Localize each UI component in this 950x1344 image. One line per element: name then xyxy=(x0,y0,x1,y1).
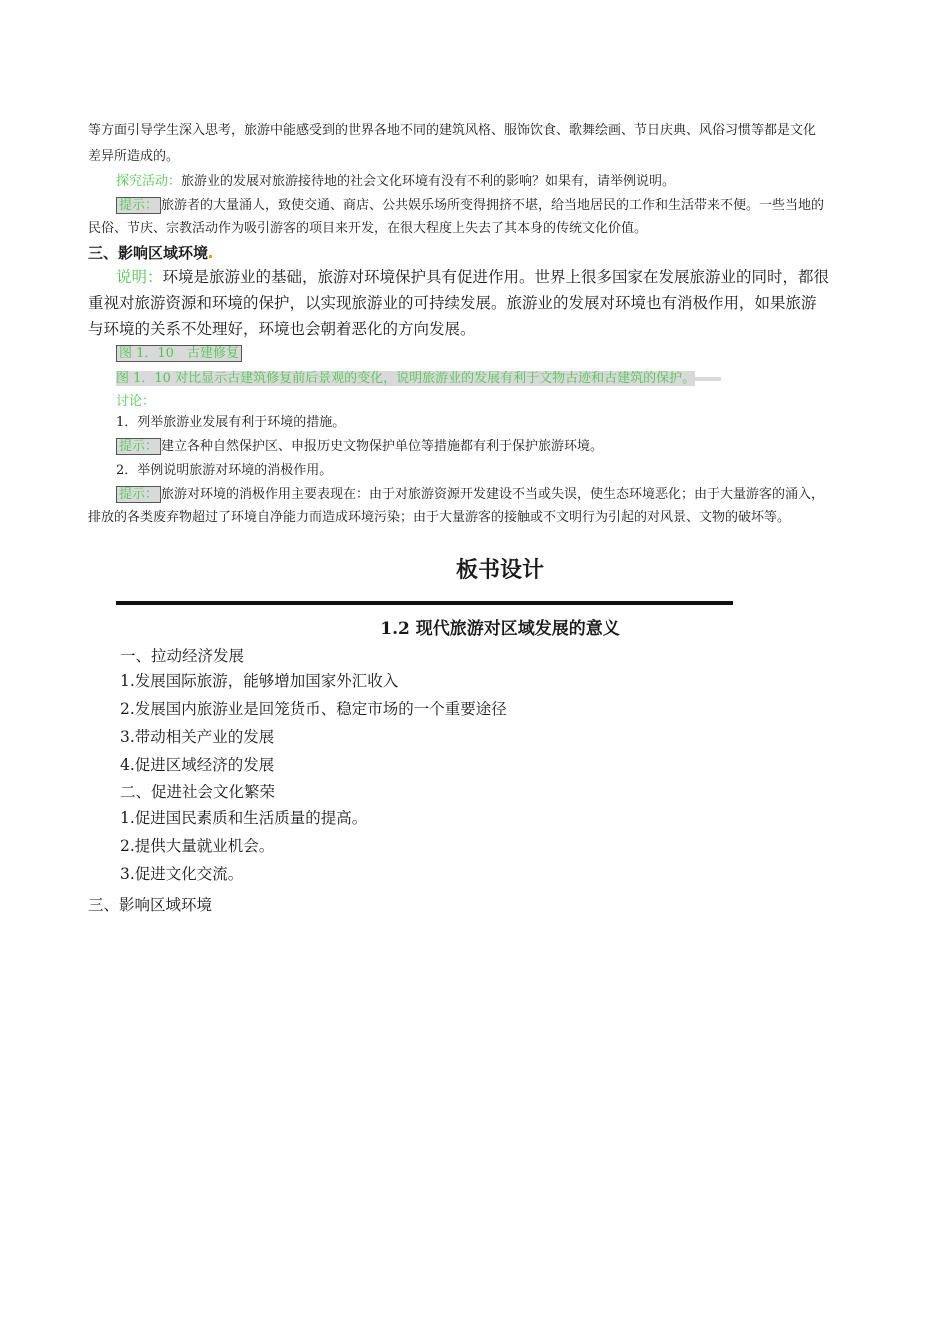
hint-text: 建立各种自然保护区、申报历史文物保护单位等措施都有利于保护旅游环境。 xyxy=(161,439,604,454)
explore-text: 旅游业的发展对旅游接待地的社会文化环境有没有不利的影响？如果有，请举例说明。 xyxy=(181,174,676,189)
paragraph-line: 排放的各类废弃物超过了环境自净能力而造成环境污染；由于大量游客的接触或不文明行为引起的对风景、文物的破坏等。 xyxy=(88,510,791,525)
board-subtitle: 1.2 现代旅游对区域发展的意义 xyxy=(380,619,620,639)
discussion-answer xyxy=(116,485,876,505)
hint-label: 提示： xyxy=(116,486,161,503)
explain-label: 说明： xyxy=(116,268,163,286)
discussion-answer xyxy=(116,437,900,457)
paragraph-line: 与环境的关系不处理好，环境也会朝着恶化的方向发展。 xyxy=(88,320,476,338)
highlight-tail xyxy=(695,377,721,381)
outline-item: 2.提供大量就业机会。 xyxy=(120,837,275,855)
hint-label: 提示： xyxy=(116,197,161,214)
figure-caption xyxy=(116,344,900,364)
paragraph-line: 等方面引导学生深入思考，旅游中能感受到的世界各地不同的建筑风格、服饰饮食、歌舞绘画、节日庆典、风俗习惯等都是文化 xyxy=(88,123,817,138)
outline-item: 三、影响区域环境 xyxy=(88,896,213,914)
hint-paragraph xyxy=(116,196,900,216)
outline-item: 4.促进区域经济的发展 xyxy=(120,756,275,774)
revision-mark xyxy=(209,255,212,258)
section-heading-text: 三、影响区域环境 xyxy=(88,244,209,262)
paragraph-line: 差异所造成的。 xyxy=(88,149,180,164)
explain-paragraph xyxy=(116,264,900,290)
figure-caption-text: 图 1．10 古建修复 xyxy=(116,345,242,362)
outline-item: 1.促进国民素质和生活质量的提高。 xyxy=(120,809,368,827)
hint-label: 提示： xyxy=(116,438,161,455)
explain-text: 环境是旅游业的基础，旅游对环境保护具有促进作用。世界上很多国家在发展旅游业的同时，都很 xyxy=(162,268,830,286)
outline-item: 2.发展国内旅游业是回笼货币、稳定市场的一个重要途径 xyxy=(120,700,507,718)
hint-text: 旅游对环境的消极作用主要表现在：由于对旅游资源开发建设不当或失误，使生态环境恶化；由于大量游客的涌入， xyxy=(161,487,825,502)
outline-item: 二、促进社会文化繁荣 xyxy=(120,783,276,801)
board-design-title: 板书设计 xyxy=(455,557,544,583)
outline-item: 一、拉动经济发展 xyxy=(120,647,245,665)
figure-description-text: 图 1．10 对比显示古建筑修复前后景观的变化，说明旅游业的发展有利于文物古迹和古建筑的保护。 xyxy=(116,371,696,386)
title-divider xyxy=(116,601,733,605)
discussion-label-text: 讨论： xyxy=(116,394,156,409)
discussion-label xyxy=(116,392,900,412)
discussion-question: 2．举例说明旅游对环境的消极作用。 xyxy=(116,463,333,478)
discussion-question: 1．列举旅游业发展有利于环境的措施。 xyxy=(116,415,346,430)
explore-activity xyxy=(116,172,900,192)
outline-item: 1.发展国际旅游，能够增加国家外汇收入 xyxy=(120,672,399,690)
section-heading xyxy=(88,242,872,264)
outline-item: 3.促进文化交流。 xyxy=(120,865,244,883)
paragraph-line: 民俗、节庆、宗教活动作为吸引游客的项目来开发，在很大程度上失去了其本身的传统文化价值。 xyxy=(88,221,648,236)
paragraph-line: 重视对旅游资源和环境的保护，以实现旅游业的可持续发展。旅游业的发展对环境也有消极作用，如果旅游 xyxy=(88,294,817,312)
figure-description xyxy=(116,369,900,389)
outline-item: 3.带动相关产业的发展 xyxy=(120,728,275,746)
explore-label: 探究活动： xyxy=(116,174,182,189)
hint-text: 旅游者的大量涌人，致使交通、商店、公共娱乐场所变得拥挤不堪，给当地居民的工作和生活带来不便。一些当地的 xyxy=(161,198,825,213)
